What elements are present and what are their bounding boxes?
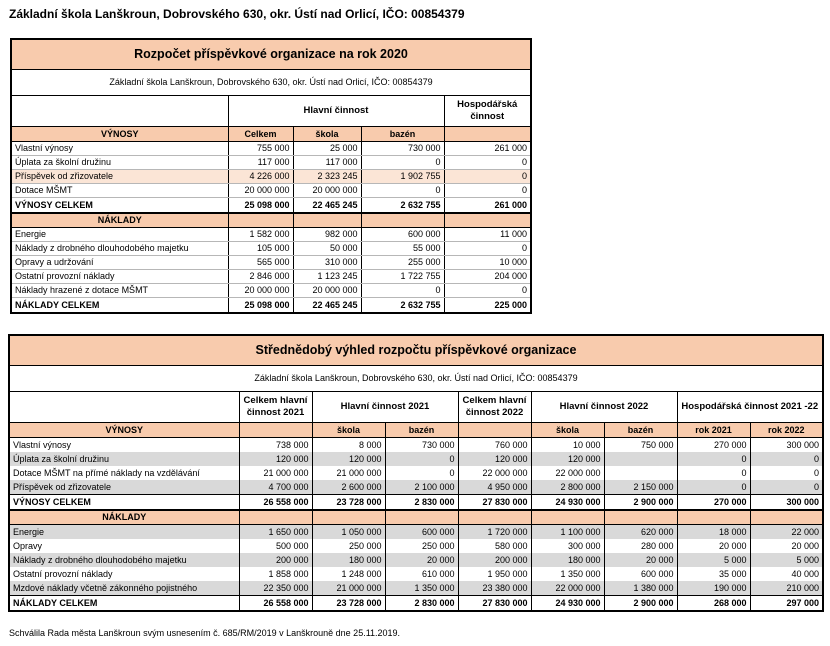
row-label: Ostatní provozní náklady [11, 270, 228, 284]
value-cell: 310 000 [293, 256, 361, 270]
naklady-total-row [11, 298, 531, 314]
row-label: Vlastní výnosy [11, 142, 228, 156]
value-cell: 1 582 000 [228, 228, 293, 242]
value-cell: 180 000 [312, 553, 385, 567]
value-cell: 610 000 [385, 567, 458, 581]
value-cell: 40 000 [750, 567, 823, 581]
total-label: VÝNOSY CELKEM [11, 198, 228, 214]
value-cell: 5 000 [750, 553, 823, 567]
total-value: 268 000 [677, 596, 750, 612]
row-label: Energie [9, 525, 239, 540]
value-cell: 200 000 [458, 553, 531, 567]
value-cell: 600 000 [385, 525, 458, 540]
value-cell: 0 [750, 466, 823, 480]
total-value: 2 830 000 [385, 495, 458, 511]
table2-vynosy-header-row [9, 423, 823, 438]
total-label: NÁKLADY CELKEM [9, 596, 239, 612]
value-cell: 0 [677, 452, 750, 466]
naklady-total-row [9, 596, 823, 612]
section-header-vynosy: VÝNOSY [9, 423, 239, 438]
total-value: 24 930 000 [531, 596, 604, 612]
section-empty-cell [604, 510, 677, 525]
value-cell: 120 000 [312, 452, 385, 466]
col-header-bazen: bazén [385, 423, 458, 438]
value-cell: 0 [385, 466, 458, 480]
table-row [9, 525, 823, 540]
value-cell: 1 123 245 [293, 270, 361, 284]
table2-naklady-header-row [9, 510, 823, 525]
table1-vynosy-header-row [11, 127, 531, 142]
table-row [9, 480, 823, 495]
row-label: Náklady hrazené z dotace MŠMT [11, 284, 228, 298]
section-empty-cell [531, 510, 604, 525]
total-value: 24 930 000 [531, 495, 604, 511]
group-economic-2021-22: Hospodářská činnost 2021 -22 [677, 392, 823, 423]
total-value: 2 632 755 [361, 198, 444, 214]
value-cell: 20 000 000 [293, 184, 361, 198]
section-header-naklady: NÁKLADY [11, 213, 228, 228]
section-header-naklady: NÁKLADY [9, 510, 239, 525]
value-cell: 20 000 000 [293, 284, 361, 298]
total-value: 2 900 000 [604, 495, 677, 511]
section-empty-cell [361, 213, 444, 228]
col-header-skola: škola [293, 127, 361, 142]
section-empty-cell [385, 510, 458, 525]
row-label: Dotace MŠMT [11, 184, 228, 198]
row-label: Úplata za školní družinu [11, 156, 228, 170]
table-row [9, 539, 823, 553]
table-row [11, 242, 531, 256]
value-cell: 982 000 [293, 228, 361, 242]
total-value: 25 098 000 [228, 198, 293, 214]
row-label: Náklady z drobného dlouhodobého majetku [9, 553, 239, 567]
row-label: Opravy a udržování [11, 256, 228, 270]
value-cell: 120 000 [458, 452, 531, 466]
value-cell: 600 000 [604, 567, 677, 581]
value-cell: 0 [750, 480, 823, 495]
section-empty-cell [312, 510, 385, 525]
value-cell: 21 000 000 [312, 466, 385, 480]
row-label: Dotace MŠMT na přímé náklady na vzdělávání [9, 466, 239, 480]
section-empty-cell [750, 510, 823, 525]
value-cell: 580 000 [458, 539, 531, 553]
value-cell: 0 [361, 156, 444, 170]
col-header-empty [458, 423, 531, 438]
table2-subtitle-row [9, 366, 823, 392]
row-label: Energie [11, 228, 228, 242]
value-cell: 738 000 [239, 438, 312, 453]
col-header-bazen: bazén [361, 127, 444, 142]
table2-subtitle: Základní škola Lanškroun, Dobrovského 630, okr. Ústí nad Orlicí, IČO: 00854379 [9, 366, 823, 392]
total-value: 27 830 000 [458, 495, 531, 511]
value-cell: 5 000 [677, 553, 750, 567]
value-cell: 1 380 000 [604, 581, 677, 596]
value-cell: 1 722 755 [361, 270, 444, 284]
value-cell: 11 000 [444, 228, 531, 242]
value-cell: 255 000 [361, 256, 444, 270]
value-cell: 600 000 [361, 228, 444, 242]
value-cell: 0 [444, 156, 531, 170]
value-cell: 1 050 000 [312, 525, 385, 540]
value-cell: 750 000 [604, 438, 677, 453]
value-cell: 2 846 000 [228, 270, 293, 284]
table-row [9, 452, 823, 466]
col-header-bazen: bazén [604, 423, 677, 438]
value-cell: 105 000 [228, 242, 293, 256]
col-header-skola: škola [531, 423, 604, 438]
vynosy-total-row [11, 198, 531, 214]
value-cell: 117 000 [228, 156, 293, 170]
total-value: 2 900 000 [604, 596, 677, 612]
row-label: Vlastní výnosy [9, 438, 239, 453]
value-cell: 0 [444, 184, 531, 198]
row-label: Úplata za školní družinu [9, 452, 239, 466]
row-label: Příspěvek od zřizovatele [9, 480, 239, 495]
row-label: Ostatní provozní náklady [9, 567, 239, 581]
row-label: Opravy [9, 539, 239, 553]
value-cell: 1 950 000 [458, 567, 531, 581]
value-cell: 730 000 [385, 438, 458, 453]
group-main-2022: Hlavní činnost 2022 [531, 392, 677, 423]
col-header-celkem: Celkem [228, 127, 293, 142]
value-cell: 200 000 [239, 553, 312, 567]
value-cell: 1 350 000 [385, 581, 458, 596]
value-cell: 120 000 [239, 452, 312, 466]
value-cell: 0 [444, 284, 531, 298]
table2-title-row [9, 335, 823, 366]
value-cell: 20 000 000 [228, 184, 293, 198]
value-cell: 1 858 000 [239, 567, 312, 581]
total-value: 22 465 245 [293, 298, 361, 314]
table-row [11, 184, 531, 198]
value-cell: 0 [444, 242, 531, 256]
table-row [11, 228, 531, 242]
value-cell: 2 800 000 [531, 480, 604, 495]
table-row [11, 270, 531, 284]
value-cell: 2 323 245 [293, 170, 361, 184]
section-empty-cell [677, 510, 750, 525]
value-cell: 21 000 000 [312, 581, 385, 596]
table1-title: Rozpočet příspěvkové organizace na rok 2020 [11, 39, 531, 70]
value-cell: 565 000 [228, 256, 293, 270]
value-cell: 22 000 000 [531, 581, 604, 596]
value-cell: 120 000 [531, 452, 604, 466]
group-total-main-2021: Celkem hlavní činnost 2021 [239, 392, 312, 423]
value-cell: 23 380 000 [458, 581, 531, 596]
value-cell: 0 [444, 170, 531, 184]
value-cell: 4 950 000 [458, 480, 531, 495]
table-row [11, 142, 531, 156]
table-row-highlighted [11, 170, 531, 184]
value-cell: 1 248 000 [312, 567, 385, 581]
group-total-main-2022: Celkem hlavní činnost 2022 [458, 392, 531, 423]
empty-corner-cell [11, 96, 228, 127]
table-row [11, 156, 531, 170]
table1-naklady-header-row [11, 213, 531, 228]
value-cell: 0 [677, 480, 750, 495]
section-empty-cell [458, 510, 531, 525]
table-row [9, 553, 823, 567]
col-header-empty [239, 423, 312, 438]
col-header-empty [444, 127, 531, 142]
value-cell: 20 000 [677, 539, 750, 553]
value-cell: 55 000 [361, 242, 444, 256]
value-cell: 22 350 000 [239, 581, 312, 596]
table-row [11, 284, 531, 298]
value-cell: 0 [677, 466, 750, 480]
value-cell: 1 350 000 [531, 567, 604, 581]
value-cell: 760 000 [458, 438, 531, 453]
budget-2020-table [10, 38, 532, 314]
value-cell: 300 000 [750, 438, 823, 453]
value-cell: 20 000 [385, 553, 458, 567]
total-label: NÁKLADY CELKEM [11, 298, 228, 314]
value-cell: 300 000 [531, 539, 604, 553]
value-cell: 261 000 [444, 142, 531, 156]
table-row [11, 256, 531, 270]
value-cell: 0 [361, 184, 444, 198]
total-value: 26 558 000 [239, 596, 312, 612]
col-header-rok-2021: rok 2021 [677, 423, 750, 438]
value-cell: 1 902 755 [361, 170, 444, 184]
value-cell: 620 000 [604, 525, 677, 540]
value-cell: 4 700 000 [239, 480, 312, 495]
value-cell: 755 000 [228, 142, 293, 156]
total-value: 23 728 000 [312, 495, 385, 511]
table1-title-row [11, 39, 531, 70]
value-cell: 250 000 [385, 539, 458, 553]
value-cell: 204 000 [444, 270, 531, 284]
value-cell: 270 000 [677, 438, 750, 453]
total-value: 2 632 755 [361, 298, 444, 314]
total-value: 300 000 [750, 495, 823, 511]
value-cell: 117 000 [293, 156, 361, 170]
total-label: VÝNOSY CELKEM [9, 495, 239, 511]
value-cell: 0 [385, 452, 458, 466]
col-header-rok-2022: rok 2022 [750, 423, 823, 438]
value-cell: 18 000 [677, 525, 750, 540]
value-cell: 20 000 [604, 553, 677, 567]
vynosy-total-row [9, 495, 823, 511]
col-header-skola: škola [312, 423, 385, 438]
section-empty-cell [444, 213, 531, 228]
section-header-vynosy: VÝNOSY [11, 127, 228, 142]
total-value: 297 000 [750, 596, 823, 612]
value-cell: 250 000 [312, 539, 385, 553]
value-cell: 20 000 000 [228, 284, 293, 298]
value-cell: 180 000 [531, 553, 604, 567]
value-cell: 2 150 000 [604, 480, 677, 495]
table-row [9, 466, 823, 480]
value-cell: 50 000 [293, 242, 361, 256]
value-cell [604, 452, 677, 466]
total-value: 22 465 245 [293, 198, 361, 214]
section-empty-cell [293, 213, 361, 228]
row-label: Náklady z drobného dlouhodobého majetku [11, 242, 228, 256]
group-economic-activity: Hospodářská činnost [444, 96, 531, 127]
value-cell: 10 000 [444, 256, 531, 270]
total-value: 270 000 [677, 495, 750, 511]
table-row [9, 581, 823, 596]
value-cell: 0 [750, 452, 823, 466]
value-cell: 2 100 000 [385, 480, 458, 495]
table1-column-groups [11, 96, 531, 127]
empty-corner-cell [9, 392, 239, 423]
table-row [9, 438, 823, 453]
total-value: 25 098 000 [228, 298, 293, 314]
total-value: 27 830 000 [458, 596, 531, 612]
total-value: 26 558 000 [239, 495, 312, 511]
value-cell: 1 100 000 [531, 525, 604, 540]
table2-column-groups [9, 392, 823, 423]
table1-subtitle-row [11, 70, 531, 96]
table2-title: Střednědobý výhled rozpočtu příspěvkové organizace [9, 335, 823, 366]
total-value: 261 000 [444, 198, 531, 214]
value-cell: 730 000 [361, 142, 444, 156]
section-empty-cell [239, 510, 312, 525]
value-cell: 190 000 [677, 581, 750, 596]
value-cell: 25 000 [293, 142, 361, 156]
value-cell: 2 600 000 [312, 480, 385, 495]
total-value: 2 830 000 [385, 596, 458, 612]
value-cell: 10 000 [531, 438, 604, 453]
total-value: 23 728 000 [312, 596, 385, 612]
value-cell: 0 [361, 284, 444, 298]
value-cell [604, 466, 677, 480]
value-cell: 21 000 000 [239, 466, 312, 480]
value-cell: 22 000 000 [531, 466, 604, 480]
value-cell: 500 000 [239, 539, 312, 553]
group-main-activity: Hlavní činnost [228, 96, 444, 127]
total-value: 225 000 [444, 298, 531, 314]
value-cell: 22 000 [750, 525, 823, 540]
row-label: Příspěvek od zřizovatele [11, 170, 228, 184]
value-cell: 22 000 000 [458, 466, 531, 480]
value-cell: 210 000 [750, 581, 823, 596]
value-cell: 35 000 [677, 567, 750, 581]
table1-subtitle: Základní škola Lanškroun, Dobrovského 630, okr. Ústí nad Orlicí, IČO: 00854379 [11, 70, 531, 96]
value-cell: 20 000 [750, 539, 823, 553]
page-title: Základní škola Lanškroun, Dobrovského 630, okr. Ústí nad Orlicí, IČO: 00854379 [9, 7, 465, 21]
value-cell: 1 720 000 [458, 525, 531, 540]
row-label: Mzdové náklady včetně zákonného pojistného [9, 581, 239, 596]
value-cell: 8 000 [312, 438, 385, 453]
section-empty-cell [228, 213, 293, 228]
group-main-2021: Hlavní činnost 2021 [312, 392, 458, 423]
value-cell: 4 226 000 [228, 170, 293, 184]
table-row [9, 567, 823, 581]
approval-note: Schválila Rada města Lanškroun svým usnesením č. 685/RM/2019 v Lanškrouně dne 25.11.2019. [9, 628, 401, 638]
medium-term-outlook-table [8, 334, 824, 612]
value-cell: 280 000 [604, 539, 677, 553]
value-cell: 1 650 000 [239, 525, 312, 540]
